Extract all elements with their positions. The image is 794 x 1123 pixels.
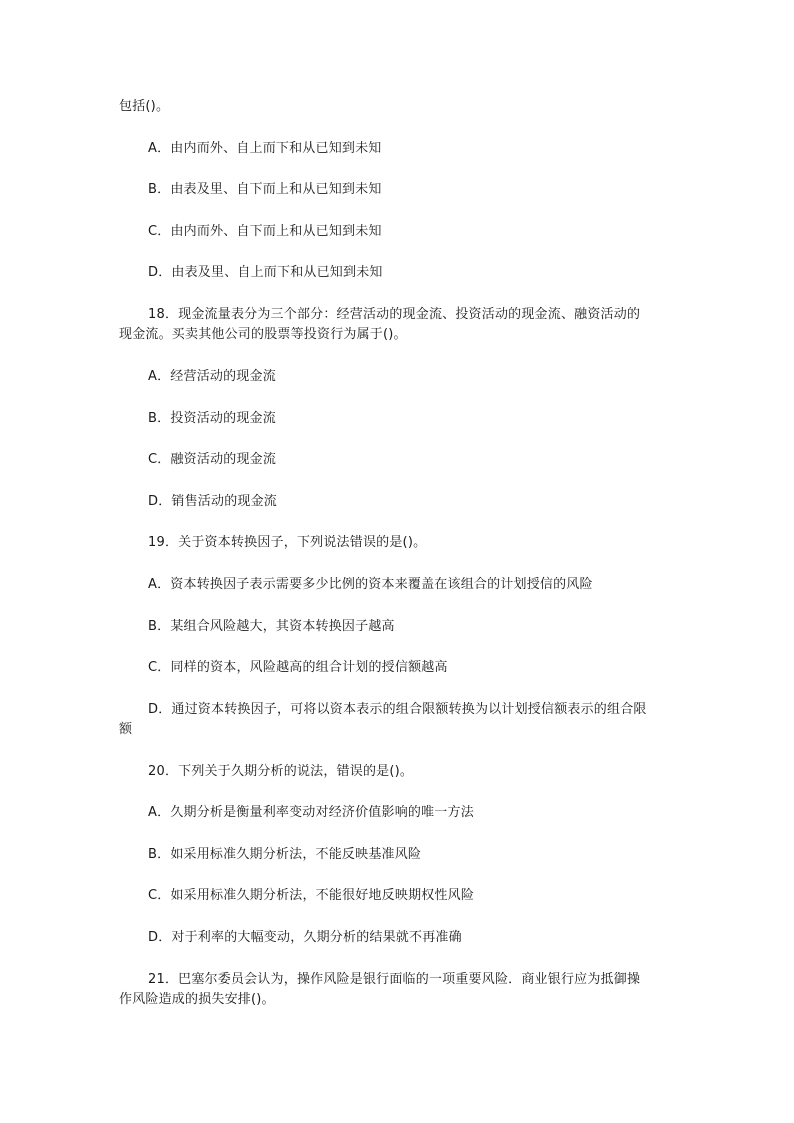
q19-option-d-line1: D．通过资本转换因子，可将以资本表示的组合限额转换为以计划授信额表示的组合限 (148, 702, 647, 717)
q18-option-b: B．投资活动的现金流 (148, 411, 276, 426)
q19-option-a: A．资本转换因子表示需要多少比例的资本来覆盖在该组合的计划授信的风险 (148, 577, 593, 592)
q19-stem: 19．关于资本转换因子，下列说法错误的是()。 (148, 535, 427, 550)
q18-stem-line2: 现金流。买卖其他公司的股票等投资行为属于()。 (119, 327, 407, 342)
q18-option-a: A．经营活动的现金流 (148, 369, 276, 384)
q19-option-b: B．某组合风险越大，其资本转换因子越高 (148, 619, 395, 634)
q21-stem-line2: 作风险造成的损失安排()。 (119, 992, 275, 1007)
q18-stem-line1: 18．现金流量表分为三个部分：经营活动的现金流、投资活动的现金流、融资活动的 (148, 307, 641, 322)
q17-option-b: B．由表及里、自下而上和从已知到未知 (148, 182, 382, 197)
q17-stem-tail: 包括()。 (119, 99, 170, 114)
q17-option-d: D．由表及里、自上而下和从已知到未知 (148, 265, 383, 280)
q20-option-b: B．如采用标准久期分析法，不能反映基准风险 (148, 847, 422, 862)
q17-option-c: C．由内而外、自下而上和从已知到未知 (148, 224, 382, 239)
q20-option-a: A．久期分析是衡量利率变动对经济价值影响的唯一方法 (148, 805, 474, 820)
q19-option-c: C．同样的资本，风险越高的组合计划的授信额越高 (148, 660, 448, 675)
q20-stem: 20．下列关于久期分析的说法，错误的是()。 (148, 764, 414, 779)
q21-stem-line1: 21．巴塞尔委员会认为，操作风险是银行面临的一项重要风险．商业银行应为抵御操 (148, 972, 641, 987)
q19-option-d-line2: 额 (119, 722, 133, 737)
q17-option-a: A．由内而外、自上而下和从已知到未知 (148, 141, 382, 156)
q18-option-c: C．融资活动的现金流 (148, 452, 277, 467)
q20-option-d: D．对于利率的大幅变动，久期分析的结果就不再准确 (148, 930, 462, 945)
q18-option-d: D．销售活动的现金流 (148, 494, 278, 509)
q20-option-c: C．如采用标准久期分析法，不能很好地反映期权性风险 (148, 888, 475, 903)
